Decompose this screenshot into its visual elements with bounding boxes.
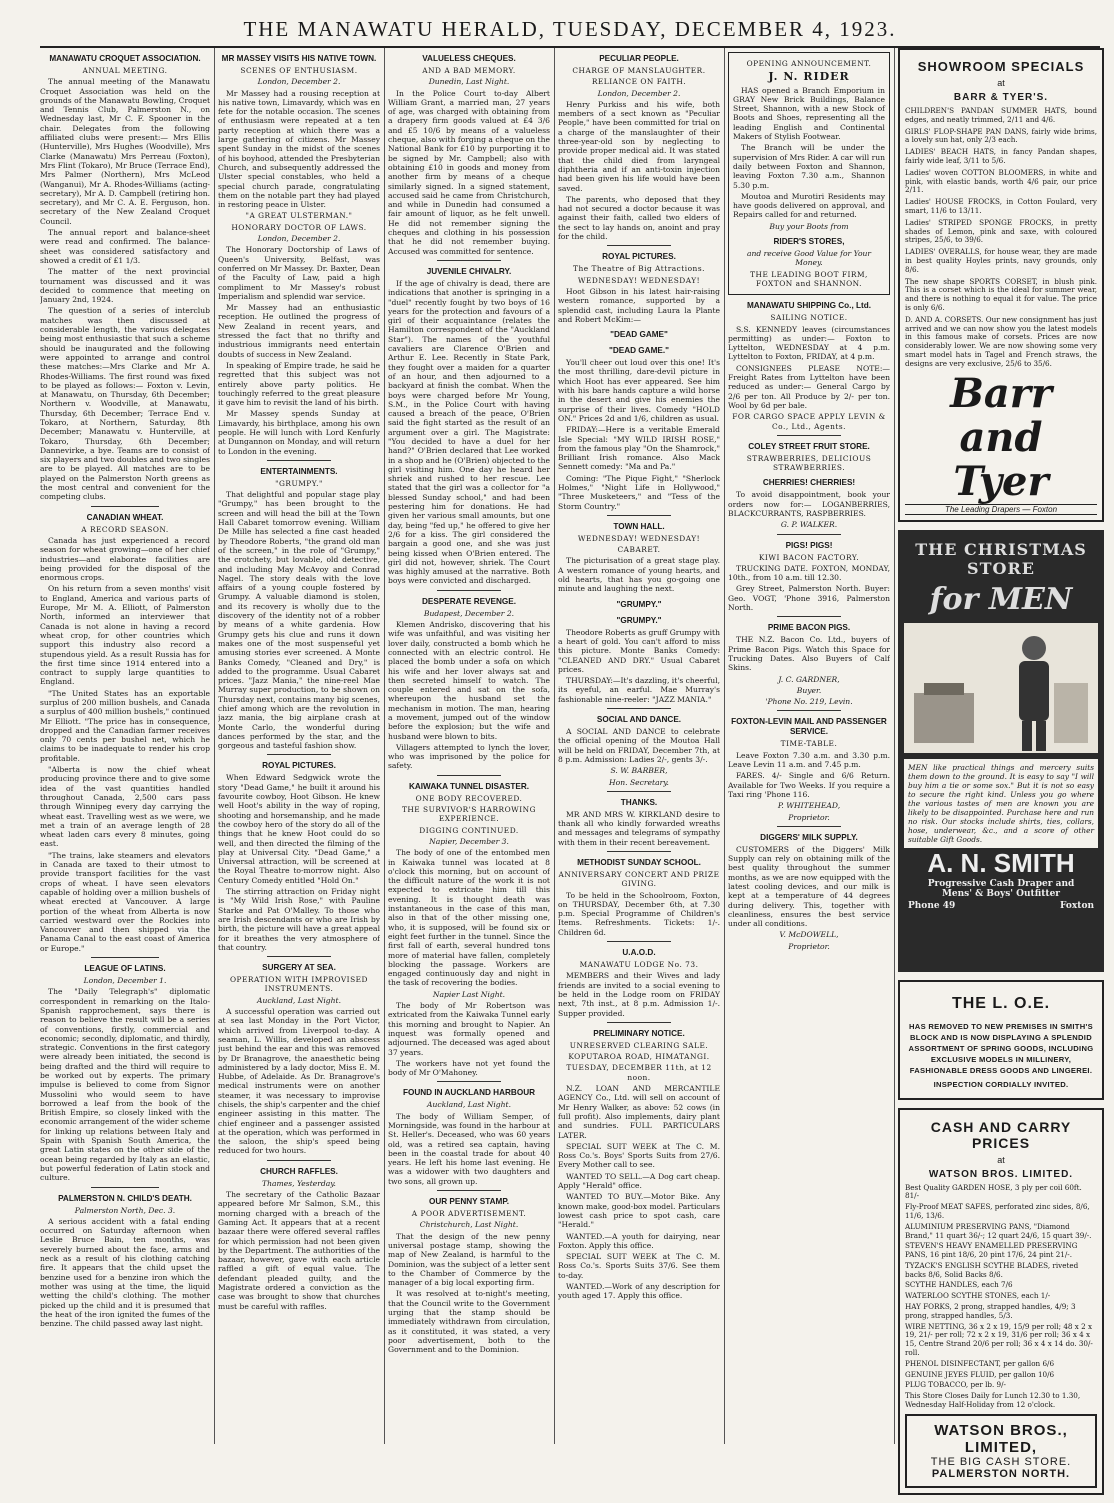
- article-headline: MANAWATU CROQUET ASSOCIATION.: [49, 54, 201, 63]
- article-paragraph: The body of Mr Robertson was extricated from the Kaiwaka Tunnel early this morning and brought to Napier. An inquest was formally opened and adjourned. The deceased was aged about 37 years.: [388, 1001, 550, 1057]
- signature: Proprietor.: [788, 812, 830, 822]
- article-headline: MR MASSEY VISITS HIS NATIVE TOWN.: [221, 54, 377, 63]
- article-paragraph: A SOCIAL AND DANCE to celebrate the official opening of the Moutoa Hall will be held on FRIDAY, December 7th, at 8 p.m. Admission: Ladies 2/-, gents 3/-.: [558, 727, 720, 764]
- article-paragraph: The annual report and balance-sheet were read and confirmed. The balance-sheet was considered satisfactory and showed a credit of £1 1/3.: [40, 228, 210, 265]
- article-headline: PECULIAR PEOPLE.: [599, 54, 679, 63]
- column-rule: [384, 48, 385, 1444]
- article-paragraph: Villagers attempted to lynch the lover, who was imprisoned by the police for safety.: [388, 742, 550, 771]
- article-paragraph: That the design of the new penny universal postage stamp, showing the map of New Zealand, is harmful to the Dominion, was the subject of a letter sent to the Chamber of Commerce by the manager of a big local exporting firm.: [388, 1231, 550, 1288]
- article-subhead: ANNUAL MEETING.: [82, 66, 168, 75]
- article-headline: PALMERSTON N. CHILD'S DEATH.: [58, 1193, 192, 1203]
- article-headline: PRELIMINARY NOTICE.: [593, 1028, 685, 1038]
- dateline: London, December 2.: [257, 77, 341, 87]
- divider: [267, 956, 332, 957]
- price-item: Best Quality GARDEN HOSE, 3 ply per coil 60ft. 81/-: [905, 1182, 1082, 1201]
- classified-ad: WANTED TO SELL.—A Dog cart cheap. Apply "Herald" office.: [558, 1171, 720, 1191]
- article-paragraph: The "Daily Telegraph's" diplomatic correspondent in remarking on the Italo-Spanish rapprochement, says there is reason to believe the result will be a series of conventions, firstly, commercial and economic; secondly, diplomatic, and thirdly, strategic. Conventions in the first category were already been initiated, the second is being drafted and the third will require to be worked out by experts. The primary impulse is believed to come from Signor Mussolini who would seem to have borrowed a leaf from the book of the British Empire, so closely linked with the economic arrangement of the wider scheme for linking up relations between Italy and Spain with Spanish South America, the great Latin states on the other side of the ocean being regarded by Italy as an elastic, but powerful federation of Latin stock and culture.: [40, 987, 210, 1183]
- ad-line: RIDER'S STORES,: [773, 237, 845, 247]
- signature: V. McDOWELL,: [779, 930, 839, 940]
- l-o-e-ad: [898, 980, 1104, 1100]
- dateline: London, December 2.: [257, 234, 341, 244]
- ad-item: The new shape SPORTS CORSET, in blush pink. This is a corset which is the ideal for summer wear, and there is nothing to equal it for value. The price is only 6/6.: [905, 276, 1097, 312]
- article-headline: FOUND IN AUCKLAND HARBOUR: [402, 1088, 536, 1098]
- price-item: This Store Closes Daily for Lunch 12.30 to 1.30, Wednesday Half-Holiday from 12 o'clock.: [905, 1391, 1081, 1410]
- price-item: ALUMINIUM PRESERVING PANS, "Diamond Brand," 11 quart 36/-; 12 quart 24/6, 15 quart 39/-.: [905, 1221, 1092, 1240]
- article-headline: PRIME BACON PIGS.: [767, 623, 851, 633]
- divider: [267, 754, 332, 755]
- article-subhead: DIGGING CONTINUED.: [419, 825, 519, 835]
- column-5: [728, 48, 890, 1444]
- article-subhead: TUESDAY, DECEMBER 11th, at 12 noon.: [566, 1063, 712, 1082]
- article-headline: OUR PENNY STAMP.: [428, 1197, 510, 1207]
- article-paragraph: The secretary of the Catholic Bazaar appeared before Mr Salmon, S.M., this morning charged with a breach of the Gaming Act. It appears that at a recent bazaar there were offered several raffles for which permission had not been given by the Department. The authorities of the bazaar, however, gave with each article raffled a gift of equal value. The defendant pleaded guilty, and the Magistrate ordered a conviction as the case was brought to show that churches must be careful with raffles.: [218, 1190, 380, 1311]
- article-paragraph: Mr Massey had an enthusiastic reception. He outlined the progress of New Zealand in recent years, and stressed the fact that no thrifty and industrious immigrants need entertain doubts of success in New Zealand.: [218, 303, 380, 359]
- film-title: "DEAD GAME": [610, 330, 668, 340]
- dateline: London, December 1.: [83, 976, 167, 986]
- divider: [267, 460, 332, 461]
- article-paragraph: When Edward Sedgwick wrote the story "Dead Game," he built it around his favourite cowboy, Hoot Gibson. He knew well Hoot's ability in the way of roping, shooting and horsemanship, and he made the cowboy hero of the story do all of the things that he knew Hoot could do so well, and then directed the filming of the play at Universal City. "Dead Game," a Universal attraction, will be screened at the Royal Theatre to-morrow night. Also Century Comedy entitled "Hold On.": [218, 773, 380, 885]
- article-paragraph: The body of one of the entombed men in Kaiwaka tunnel was located at 8 o'clock this morning, but on account of the difficult nature of the work it is not expected to extricate him till this evening. It is thought death was instantaneous in the case of this man, also in that of the other missing one, who, it is supposed, will be found six or eight feet further in the tunnel. Since the first fall of earth, several hundred tons more of material have fallen, completely blocking the passage. Workers are engaged continuously day and night in the task of recovering the bodies.: [388, 848, 550, 988]
- ad-firm-name: J. N. RIDER: [768, 70, 850, 84]
- article-paragraph: FRIDAY:—Here is a veritable Emerald Isle Special: "MY WILD IRISH ROSE," from the famous play "On the Shamrock," Brilliant Irish romance. Also Mack Sennett comedy: "Ma and Pa.": [558, 425, 720, 472]
- article-paragraph: Leave Foxton 7.30 a.m. and 3.30 p.m. Leave Levin 11 a.m. and 7.45 p.m.: [728, 750, 890, 770]
- article-headline: MANAWATU SHIPPING Co., Ltd.: [746, 301, 872, 311]
- ad-phone: Phone 49: [908, 900, 956, 911]
- article-paragraph: The question of a series of interclub matches was then discussed at considerable length, the various delegates being most enthusiastic that such a scheme should be inaugurated and the following were appointed to arrange and control these matches:—Mrs Clarke and Mr A. Rhodes-Williams. The first round was fixed to be played as follows:— Foxton v. Levin, at Manawatu, on Thursday, 6th December; Northern v. Woodville, at Manawatu, Thursday, 6th December; Terrace End v. Tokaro, at Northern, Saturday, 8th December; Manawatu v. Hunterville, at Tokaro, Thursday, 6th December; Dannevirke, a bye. Teams are to consist of six players and two doubles and two singles are to be played. All matches are to be played on the Palmerston North greens as the most central and convenient for the competing clubs.: [40, 306, 210, 502]
- column-rule: [214, 48, 215, 1444]
- signature: S. W. BARBER,: [610, 766, 668, 776]
- article-subhead: A POOR ADVERTISEMENT.: [411, 1209, 527, 1219]
- article-subhead: CHARGE OF MANSLAUGHTER.: [572, 66, 706, 75]
- divider: [437, 1081, 502, 1082]
- divider: [777, 435, 842, 436]
- signature: 'Phone No. 219, Levin.: [765, 697, 853, 707]
- ad-subtitle: Mens' & Boys' Outfitter: [941, 888, 1061, 899]
- classified-ad: SPECIAL SUIT WEEK at The C. M. Ross Co.'s. Boys' Sports Suits from 27/6. Every Mother call to see.: [558, 1141, 720, 1170]
- article-paragraph: FARES. 4/- Single and 6/6 Return. Available for Two Weeks. If you require a Taxi ring 'Phone 116.: [728, 771, 890, 799]
- divider: [437, 1190, 502, 1191]
- ad-heading: OPENING ANNOUNCEMENT.: [746, 59, 872, 68]
- showroom-specials-ad: [898, 48, 1104, 522]
- ad-firm-name: A. N. SMITH: [927, 847, 1075, 878]
- article-paragraph: The annual meeting of the Manawatu Croquet Association was held on the grounds of the Manawatu Bowling, Croquet and Tennis Club, Palmerston N., on Wednesday last, Mr C. F. Spooner in the chair. Delegates from the following affiliated clubs were present:— Mrs Ellis (Hunterville), Mrs Hughes (Woodville), Mrs Clarke (Manawatu) Mrs Perreau (Foxton), Mrs Flint (Tokaro), Mr Bruce (Terrace End), Mrs Palmer (Northern), Mrs McLeod (Wanganui), Mr A. Rhodes-Williams (acting-secretary), Mr A. D. Campbell (retiring hon. secretary), and Mr C. A. E. Ferguson, hon. secretary of the New Zealand Croquet Council.: [40, 77, 210, 226]
- article-subhead: WEDNESDAY! WEDNESDAY!: [577, 533, 701, 543]
- ad-paragraph: Moutoa and Murotiri Residents may have goods delivered on approval, and Repairs called for and returned.: [733, 191, 885, 220]
- divider: [437, 775, 502, 776]
- article-subhead: SCENES OF ENTHUSIASM.: [240, 66, 358, 75]
- article-paragraph: S.S. KENNEDY leaves (circumstances permitting) as under:— Foxton to Lyttelton, WEDNESDAY at 4 p.m. Lyttelton to Foxton, FRIDAY, at 4 p.m.: [728, 324, 890, 362]
- ad-town: Foxton: [1060, 900, 1094, 911]
- article-paragraph: CUSTOMERS of the Diggers' Milk Supply can rely on obtaining milk of the best quality throughout the summer months, as we are now equipped with the latest cooling devices, and our milk is kept at a temperature of 44 degrees during delivery. This, together with cleanliness, ensures the best service under all conditions.: [728, 844, 890, 929]
- classified-ad: WANTED.—A youth for dairying, near Foxton. Apply this office.: [558, 1231, 720, 1250]
- article-headline: DESPERATE REVENGE.: [421, 596, 517, 606]
- divider: [607, 515, 672, 516]
- article-headline: COLEY STREET FRUIT STORE.: [748, 441, 870, 451]
- classified-ad: WANTED TO BUY.—Motor Bike. Any known make, good-box model. Particulars lowest cash price to spot cash, care "Herald.": [558, 1192, 720, 1230]
- dateline: Christchurch, Last Night.: [419, 1220, 519, 1230]
- article-subhead: RELIANCE ON FAITH.: [591, 77, 687, 87]
- outfitter-illustration-icon: [904, 623, 1098, 753]
- article-paragraph: The Honorary Doctorship of Laws of Queen's University, Belfast, was conferred on Mr Massey. Dr. Baxter, Dean of the Faculty of Law, paid a high compliment to Mr Massey's robust Imperialism and splendid war service.: [218, 245, 380, 301]
- dateline: Napier, December 3.: [429, 836, 509, 846]
- dateline: London, December 2.: [597, 88, 681, 98]
- dateline: Dunedin, Last Night.: [428, 77, 510, 87]
- ad-tagline: THE BIG CASH STORE.: [930, 1455, 1072, 1468]
- article-paragraph: In the Police Court to-day Albert William Grant, a married man, 27 years of age, was charged with obtaining from a drapery firm goods valued at £4 3/6 and £5 10/6 by means of a valueless cheque, also with forging a cheque on the National Bank for £10 by purporting it to be signed by Mr. Campbell; also with obtaining £10 in goods and money from another firm by means of a cheque similarly signed. In a signed statement, accused said he came from Christchurch, and while in Dunedin had consumed a fair amount of liquor, as he felt unwell. He did not remember signing the cheques and clothing in his possession that he did not remember buying. Accused was committed for sentence.: [388, 88, 550, 256]
- article-paragraph: The body of William Semper, of Morningside, was found in the harbour at St. Heller's. Deceased, who was 60 years old, was a retired sea captain, having been in the coastal trade for about 40 years. He left his home last evening. He was a widower with two daughters and two sons, all grown up.: [388, 1111, 550, 1186]
- ad-title: CASH AND CARRY PRICES: [930, 1118, 1072, 1151]
- ad-title: SHOWROOM SPECIALS: [917, 59, 1085, 74]
- divider: [607, 941, 672, 942]
- article-headline: CANADIAN WHEAT.: [86, 512, 164, 522]
- article-subhead: UNRESERVED CLEARING SALE.: [569, 1040, 709, 1050]
- article-paragraph: TRUCKING DATE. FOXTON, MONDAY, 10th., from 10 a.m. till 12.30.: [728, 563, 890, 583]
- article-subhead: "A GREAT ULSTERMAN.": [245, 211, 353, 221]
- article-paragraph: To be held in the Schoolroom, Foxton, on THURSDAY, December 6th, at 7.30 p.m. Special Programme of Children's Items. Refreshments. Tickets: 1/-. Children 6d.: [558, 890, 720, 937]
- signature: G. P. WALKER.: [780, 520, 838, 530]
- signature: Hon. Secretary.: [609, 777, 669, 787]
- article-paragraph: The stirring attraction on Friday night is "My Wild Irish Rose," with Pauline Starke and Pat O'Malley. To those who are Irish descendants or who are Irish by birth, the picture will have a great appeal for it breathes the very atmosphere of that country.: [218, 887, 380, 952]
- article-headline: PIGS! PIGS!: [785, 540, 833, 550]
- ad-line: Buy your Boots from: [769, 221, 849, 231]
- masthead: THE MANAWATU HERALD, TUESDAY, DECEMBER 4, 1923.: [40, 8, 1100, 48]
- article-subhead: "GRUMPY.": [275, 478, 323, 488]
- article-paragraph: In speaking of Empire trade, he said he regretted that this subject was not entirely above party politics. He touchingly referred to the great pleasure it gave him to revisit the land of his birth.: [218, 360, 380, 408]
- classified-ad: WANTED.—Work of any description for youth aged 17. Apply this office.: [558, 1281, 720, 1301]
- price-item: STEVEN'S HEAVY ENAMELLED PRESERVING PANS, 16 pint 18/6, 20 pint 17/6, 24 pint 21/-.: [905, 1241, 1078, 1260]
- article-paragraph: THURSDAY:—It's dazzling, it's cheerful, its eyeful, an earful. Mae Murray's fashionable nine-reeler: "JAZZ MANIA.": [558, 676, 720, 704]
- film-title: "DEAD GAME.": [608, 346, 670, 356]
- divider: [437, 260, 502, 261]
- article-subhead: MANAWATU LODGE No. 73.: [579, 960, 699, 970]
- ad-town: PALMERSTON NORTH.: [931, 1467, 1071, 1480]
- divider: [607, 851, 672, 852]
- price-item: Fly-Proof MEAT SAFES, perforated zinc sides, 8/6, 11/6, 13/6.: [905, 1202, 1090, 1220]
- divider: [91, 957, 159, 958]
- dateline: Auckland, Last Night.: [257, 995, 341, 1005]
- dateline: Auckland, Last Night.: [427, 1100, 511, 1110]
- article-subhead: STRAWBERRIES, DELICIOUS STRAWBERRIES.: [746, 453, 872, 473]
- ad-at: at: [997, 1154, 1005, 1165]
- column-1: [40, 48, 210, 1444]
- article-subhead: ANNIVERSARY CONCERT AND PRIZE GIVING.: [558, 870, 720, 889]
- ad-paragraph: The Branch will be under the supervision of Mrs Rider. A car will run daily between Foxton and Shannon, leaving Foxton 7.30 a.m., Shannon 5.30 p.m.: [733, 143, 885, 190]
- article-headline: VALUELESS CHEQUES.: [422, 54, 516, 63]
- article-paragraph: It was resolved at to-night's meeting, that the Council write to the Government urging that the stamp should be immediately withdrawn from circulation, as it constituted, it was stated, a very poor advertisement, both to the Government and to the Dominion.: [388, 1289, 550, 1355]
- article-subhead: WEDNESDAY! WEDNESDAY!: [577, 275, 701, 285]
- ad-firm-name: WATSON BROS., LIMITED,: [934, 1421, 1068, 1456]
- watson-footer: [905, 1414, 1097, 1488]
- article-subhead: A RECORD SEASON.: [81, 524, 169, 534]
- article-paragraph: THE N.Z. Bacon Co. Ltd., buyers of Prime Bacon Pigs. Watch this Space for Trucking Dates. Also Buyers of Calf Skins.: [728, 635, 890, 673]
- film-title: "GRUMPY.": [616, 615, 662, 625]
- article-subhead: HONORARY DOCTOR OF LAWS.: [231, 222, 367, 232]
- film-title: "GRUMPY.": [616, 599, 662, 609]
- article-paragraph: Coming: "The Pique Fight," "Sherlock Holmes," "Night Life in Hollywood," "Three Musketeers," and "Tess of the Storm Country.": [558, 473, 720, 511]
- price-item: PLUG TOBACCO, per lb. 9/-: [905, 1380, 1006, 1390]
- article-subhead: THE SURVIVOR'S HARROWING EXPERIENCE.: [401, 805, 537, 824]
- article-paragraph: Hoot Gibson in his latest hair-raising western romance, supported by a splendid cast, including Laura la Plante and Robert McKim:—: [558, 286, 720, 324]
- ad-firm-name: BARR & TYER'S.: [953, 92, 1049, 103]
- article-paragraph: To avoid disappointment, book your orders now for:— LOGANBERRIES, BLACKCURRANTS, RASPBERRIES.: [728, 490, 890, 518]
- article-headline: ENTERTAINMENTS.: [260, 466, 338, 476]
- ad-line: THE LEADING BOOT FIRM, FOXTON and SHANNON.: [750, 269, 868, 288]
- article-paragraph: On his return from a seven months' visit to England, America and various parts of Europe, Mr M. A. Elliott, of Palmerston North, informed an interviewer that Canada is not alone in having a record wheat crop, for other countries which support this industry also record a stupendous yield. As a result Russia has for the first time since 1914 entered into a contract to supply large quantities to England.: [40, 584, 210, 687]
- christmas-store-ad: [898, 530, 1104, 972]
- article-headline: SOCIAL AND DANCE.: [596, 715, 682, 725]
- ad-item: LADIES' OVERALLS, for house wear, they are made in best quality Hoyles prints, navy grounds, only 8/6.: [905, 247, 1097, 274]
- divider: [607, 1022, 672, 1023]
- article-headline: METHODIST SUNDAY SCHOOL.: [577, 858, 701, 867]
- article-paragraph: The matter of the next provincial tournament was discussed and it was decided to commence that meeting on January 2nd, 1924.: [40, 267, 210, 305]
- ad-paragraph: HAS opened a Branch Emporium in GRAY New Brick Buildings, Balance Street, Shannon, with a new Stock of Boots and Shoes, representing all the leading English and Continental Makers of Stylish Footwear.: [733, 85, 885, 142]
- article-paragraph: The picturisation of a great stage play. A western romance of young hearts, and old hearts, that has you go-going one minute and laughing the next.: [558, 556, 720, 594]
- divider: [777, 616, 842, 617]
- ad-item: Ladies' woven COTTON BLOOMERS, in white and pink, with elastic bands, worth 4/6 pair, our price 2/11.: [905, 167, 1097, 195]
- article-paragraph: If the age of chivalry is dead, there are indications that another is springing in a "duel" recently fought by two boys of 16 years for the protection and favours of a girl of their acquaintance (relates the Hamilton correspondent of the "Auckland Star"). The names of the youthful cavaliers are Clarence O'Brien and Arthur E. Lee. Recently in State Park, they fought over a maiden for a quarter of an hour, and then adjourned to a backyard at finish the combat. When the boys were charged before Mr Young, S.M., in the Police Court with having caused a breach of the peace, O'Brien said the fight started as the result of an argument over a girl. The Magistrate: "You decided to have a duel for her hand?" O'Brien declared that Lee worked in a shop and he (O'Brien) objected to the girl visiting him. One day he heard her shriek and rushed to her rescue. Lee stated that the girl was a collector for "a blessed Sunday school," and had been pestering him for donations. He had given her various small amounts, but one day, being "fed up," he offered to give her 2/6 for a kiss. The girl considered the bargain a good one, and she was just being kissed when O'Brien entered. The girl did not, however, shriek. The Court was highly amused at the narrative. Both boys were convicted and discharged.: [388, 278, 550, 586]
- signature: Proprietor.: [788, 941, 830, 951]
- article-subhead: OPERATION WITH IMPROVISED INSTRUMENTS.: [230, 975, 368, 994]
- newspaper-page: [40, 48, 1104, 1480]
- article-headline: CHERRIES! CHERRIES!: [762, 478, 856, 488]
- barr-tyer-logo: Barr and Tyer: [950, 369, 1052, 505]
- price-item: WIRE NETTING, 36 x 2 x 19, 15/9 per roll; 48 x 2 x 19, 21/- per roll; 72 x 2 x 19, 31/6 per roll; 36 x 4 x 15, Centre Strand 20/6 per roll; 36 x 4 x 14 do. 30/- roll.: [905, 1321, 1093, 1358]
- divider: [607, 708, 672, 709]
- ad-firm-name: WATSON BROS. LIMITED.: [928, 1168, 1074, 1180]
- signature: P. WHITEHEAD,: [777, 801, 841, 811]
- article-paragraph: A successful operation was carried out at sea last Monday in the Port Victor, which arrived from Liverpool to-day. A seaman, L. Willis, developed an abscess just behind the ear and this was removed by Dr Branagrove, the anaesthetic being administered by a lady doctor, Miss E. M. Hubbe, of Adelaide. As Dr. Branagrove's medical instruments were on another steamer, it was necessary to improvise chisels, the ship's carpenter and the chief engineer assisting in this matter. The chief engineer and a passenger assisted at the operation, which was performed in the saloon, the ship's speed being reduced for two hours.: [218, 1007, 380, 1156]
- ad-at: at: [997, 78, 1005, 88]
- article-paragraph: A serious accident with a fatal ending occurred on Saturday afternoon when Leslie Bruce Bain, ten months, was severely burned about the face, arms and neck as a result of his clothing catching fire. It appears that the child upset the benzine used for a benzine iron which the mother was using at the time, the liquid wetting the child's clothing. The mother picked up the child and it is presumed that the heat of the iron ignited the fumes of the benzine. The child passed away last night.: [40, 1216, 210, 1329]
- ad-title: THE L. O.E.: [951, 994, 1051, 1012]
- article-subhead: CABARET.: [617, 545, 661, 555]
- ad-item: Ladies' STRIPED SPONGE FROCKS, in pretty shades of Lemon, pink and saxe, with coloured stripes, 25/6, to 39/6.: [905, 217, 1097, 245]
- price-item: WATERLOO SCYTHE STONES, each 1/-: [905, 1291, 1051, 1301]
- column-3: [388, 48, 550, 1444]
- illustration-man-icon: [904, 623, 1098, 753]
- article-paragraph: Mr Massey had a rousing reception at his native town, Limavardy, which was en fete for the notable occasion. The scenes of enthusiasm were repeated at a ten party reception at which there was a large gathering of citizens. Mr Massey spent Sunday in the midst of the scenes of his boyhood, attended the Presbyterian Church, and subsequently addressed the Ulster special constables, who held a special church parade, congratulating them on the notable part they had played in restoring peace in Ulster.: [218, 88, 380, 210]
- divider: [267, 1160, 332, 1161]
- article-paragraph: MEMBERS and their Wives and lady friends are invited to a social evening to be held in the Lodge room on FRIDAY next, 7th inst., at 8 p.m. Admission 1/-. Supper provided.: [558, 971, 720, 1018]
- ad-line: and receive Good Value for Your Money.: [746, 249, 872, 268]
- article-subhead: AND A BAD MEMORY.: [422, 66, 516, 75]
- signature: J. C. GARDNER,: [778, 674, 840, 684]
- ad-subtitle: Progressive Cash Draper and: [927, 878, 1075, 889]
- article-paragraph: "The trains, lake steamers and elevators in Canada are taxed to their utmost to provide transport facilities for the vast crops of wheat. I have seen elevators capable of holding over a million bushels of wheat erected at Vancouver. A large portion of the wheat from Alberta is now carried westward over the Rockies into Vancouver and then shipped via the Panama Canal to the east coast of America or Europe.": [40, 850, 210, 953]
- article-paragraph: That delightful and popular stage play "Grumpy," has been brought to the screen and will head the bill at the Town Hall Cabaret tomorrow evening. William De Mille has selected a fine cast headed by Theodore Roberts, "the grand old man of the screen," in the role of "Grumpy," the crotchety, but lovable, old detective, and including May McAvoy and Conrad Nagel. The story deals with the love affairs of a young couple fostered by Grumpy. A valuable diamond is stolen, and its recovery is wholly due to the discovery of the identity not of a robber by means of a white gardenia. How Grumpy gets his clue and runs it down makes one of the most suspenseful yet amusing stories ever screened. A Monte Banks Comedy, "Cleaned and Dry," is added to the programme. Usual Cabaret prices. "Jazz Mania," the nine-reel Mae Murray super production, to be shown on Thursday next, contains many big scenes, chief among which are the revolution in jazz mania, the big airplane crash at Monte Carlo, the wonderful during dances performed by the star, and the gorgeous and tasteful fashion show.: [218, 490, 380, 751]
- ad-invite: INSPECTION CORDIALLY INVITED.: [933, 1079, 1069, 1089]
- article-paragraph: Klemen Andrisko, discovering that his wife was unfaithful, and was visiting her lover daily, constructed a bomb which he connected with an electric control. He placed the bomb under a sofa on which his wife and her lover always sat and then secreted himself to watch. The couple entered and sat on the sofa, whereupon the husband set the mechanism in motion. The man, hearing a movement, jumped out of the window before the explosion; but the wife and husband were blown to bits.: [388, 620, 550, 741]
- article-paragraph: "Alberta is now the chief wheat producing province there and to give some idea of the vast quantities handled throughout Canada, 2,500 cars pass through Winnipeg every day carrying the wheat east. Travelling west as we were, we met a train of an average length of 28 wheat laden cars every 8 minutes, going east.: [40, 765, 210, 849]
- article-subhead: ONE BODY RECOVERED.: [415, 793, 523, 803]
- article-subhead: The Theatre of Big Attractions.: [573, 264, 705, 274]
- article-subhead: SAILING NOTICE.: [770, 313, 848, 323]
- article-paragraph: CONSIGNEES PLEASE NOTE:— Freight Rates from Lyttelton have been reduced as under:— General Cargo by 2/6 per ton. All Produce by 2/- per ton. Wool by 6d per bale.: [728, 363, 890, 410]
- ad-copy: MEN like practical things and mercery suits them down to the ground. It is easy to say "I will buy him a tie or some sox." But it is not so easy to secure the right kind. Unless you go where the various tastes of men are known you are likely to be disappointed. Purchase here and run no risk. Our stocks include shirts, ties, collars, hose, underwear, &c., and a score of other suitable Gift Goods.: [904, 759, 1098, 848]
- ad-item: CHILDREN'S PANDAN SUMMER HATS, bound edges, and neatly trimmed, 2/11 and 4/6.: [905, 106, 1097, 124]
- column-rule: [894, 48, 895, 1444]
- column-4: [558, 48, 720, 1444]
- ad-subtitle: for MEN: [929, 581, 1073, 617]
- ad-item: D. AND A. CORSETS. Our new consignment has just arrived and we can now show you the latest models in this famous make of corsets. Prices are now considerably lower. We are now showing some very smart model hats in Tagel and French straws, the designs are very exclusive, 25/6 to 35/6.: [905, 314, 1097, 368]
- price-item: HAY FORKS, 2 prong, strapped handles, 4/9; 3 prong, strapped handles, 5/3.: [905, 1302, 1076, 1320]
- article-paragraph: MR AND MRS W. KIRKLAND desire to thank all who kindly forwarded wreaths and messages and telegrams of sympathy with them in their recent bereavement.: [558, 809, 720, 847]
- ad-footer: [904, 899, 1098, 913]
- article-paragraph: The parents, who deposed that they had not secured a doctor because it was against their faith, called two elders of the sect to lay hands on, anoint and pray for the child.: [558, 194, 720, 242]
- article-paragraph: You'll cheer out loud over this one! It's the most thrilling, dare-devil picture in which Hoot has ever appeared. See him with his bare hands capture a wild horse in the desert and give his enemies the surprise of their lives. Comedy "HOLD ON." Prices 2d and 1/6, children as usual.: [558, 358, 720, 423]
- price-item: PHENOL DISINFECTANT, per gallon 6/6: [905, 1358, 1055, 1368]
- ad-item: LADIES' BEACH HATS, in fancy Pandan shapes, fairly wide leaf, 3/11 to 5/6.: [905, 147, 1097, 165]
- price-item: TYZACK'S ENGLISH SCYTHE BLADES, riveted backs 8/6, Solid Backs 8/6.: [905, 1260, 1079, 1279]
- ad-item: GIRLS' FLOP-SHAPE PAN DANS, fairly wide brims, a lovely sun hat, only 2/3 each.: [905, 126, 1097, 145]
- dateline: Thames, Yesterday.: [262, 1178, 336, 1188]
- dateline: Palmerston North, Dec. 3.: [74, 1205, 176, 1215]
- article-subhead: TIME-TABLE.: [780, 739, 838, 749]
- divider: [437, 590, 502, 591]
- divider: [777, 710, 842, 711]
- price-item: GENUINE JEYES FLUID, per gallon 10/6: [905, 1369, 1055, 1379]
- article-headline: DIGGERS' MILK SUPPLY.: [760, 832, 858, 842]
- rider-ad: [728, 52, 890, 295]
- divider: [91, 1187, 159, 1188]
- right-ads-column: [898, 48, 1104, 1503]
- article-headline: JUVENILE CHIVALRY.: [426, 266, 512, 276]
- ad-copy: HAS REMOVED TO NEW PREMISES IN SMITH'S BLOCK AND IS NOW DISPLAYING A SPLENDID ASSORTMENT OF SPRING GOODS, INCLUDING EXCLUSIVE MODELS IN MILLINERY, FASHIONABLE DRESS GOODS AND LINGEREI.: [908, 1021, 1094, 1075]
- article-paragraph: N.Z. LOAN AND MERCANTILE AGENCY Co., Ltd. will sell on account of Mr Henry Walker, as above: 52 cows (in full profit). Also implements, dairy plant and sundries. FULL PARTICULARS LATER.: [558, 1084, 720, 1140]
- article-paragraph: Grey Street, Palmerston North. Buyer: Geo. VOGT, 'Phone 3916, Palmerston North.: [728, 584, 890, 613]
- article-headline: ROYAL PICTURES.: [602, 252, 676, 262]
- article-headline: ROYAL PICTURES.: [262, 761, 336, 771]
- dateline: Budapest, December 2.: [423, 608, 515, 618]
- article-paragraph: The workers have not yet found the body of Mr O'Mahoney.: [388, 1058, 550, 1078]
- article-headline: SURGERY AT SEA.: [262, 963, 336, 973]
- divider: [777, 534, 842, 535]
- cash-and-carry-ad: [898, 1108, 1104, 1495]
- divider: [91, 506, 159, 507]
- article-subhead: FOR CARGO SPACE APPLY LEVIN & Co., Ltd., Agents.: [732, 412, 886, 431]
- article-headline: LEAGUE OF LATINS.: [84, 964, 166, 974]
- article-subhead: KOPUTAROA ROAD, HIMATANGI.: [568, 1052, 710, 1062]
- column-rule: [724, 48, 725, 1444]
- article-headline: FOXTON-LEVIN MAIL AND PASSENGER SERVICE.: [731, 717, 887, 737]
- article-paragraph: Henry Purkiss and his wife, both members of a sect known as "Peculiar People," have been committed for trial on a charge of the manslaughter of their three-year-old son by neglecting to provide proper medical aid. It was stated that the child died from laryngeal diphtheria and if an anti-toxin injection had been given his life would have been saved.: [558, 99, 720, 193]
- price-item: SCYTHE HANDLES, each 7/6: [905, 1280, 1013, 1290]
- article-headline: TOWN HALL.: [613, 521, 665, 531]
- divider: [777, 826, 842, 827]
- divider: [607, 791, 672, 792]
- signature: Buyer.: [796, 685, 822, 695]
- article-headline: U.A.O.D.: [622, 948, 656, 958]
- logo-tagline: The Leading Drapers — Foxton: [905, 504, 1097, 515]
- article-paragraph: Canada has just experienced a record season for wheat growing—one of her chief industries—and elaborate facilities are being provided for the disposal of the enormous crops.: [40, 535, 210, 583]
- dateline: Napier Last Night.: [432, 989, 506, 999]
- classified-ad: SPECIAL SUIT WEEK at The C. M. Ross Co.'s. Sports Suits 37/6. See them to-day.: [558, 1252, 720, 1280]
- article-subhead: KIWI BACON FACTORY.: [758, 552, 860, 562]
- article-paragraph: Mr Massey spends Sunday at Limavardy, his birthplace, among his own people. He will lunch with Lord Kenfurly at Dungannon on Monday, and will return to London in the evening.: [218, 409, 380, 456]
- column-2: [218, 48, 380, 1444]
- article-headline: KAIWAKA TUNNEL DISASTER.: [408, 781, 530, 791]
- article-headline: CHURCH RAFFLES.: [260, 1166, 338, 1176]
- ad-title: THE CHRISTMAS STORE: [915, 539, 1087, 578]
- article-paragraph: Theodore Roberts as gruff Grumpy with a heart of gold. You can't afford to miss this picture. Monte Banks Comedy: "CLEANED AND DRY." Usual Cabaret prices.: [558, 627, 720, 674]
- column-rule: [554, 48, 555, 1444]
- article-paragraph: "The United States has an exportable surplus of 200 million bushels, and Canada a surplus of 400 million bushels," continued Mr Elliott. "The price has in consequence, dropped and the Canadian farmer receives only 70 cents per bushel net, which he claims to be inadequate to render his crop profitable.: [40, 688, 210, 763]
- article-headline: THANKS.: [620, 797, 658, 807]
- ad-item: Ladies' HOUSE FROCKS, in Cotton Foulard, very smart, 11/6 to 13/11.: [905, 197, 1097, 215]
- divider: [607, 245, 672, 246]
